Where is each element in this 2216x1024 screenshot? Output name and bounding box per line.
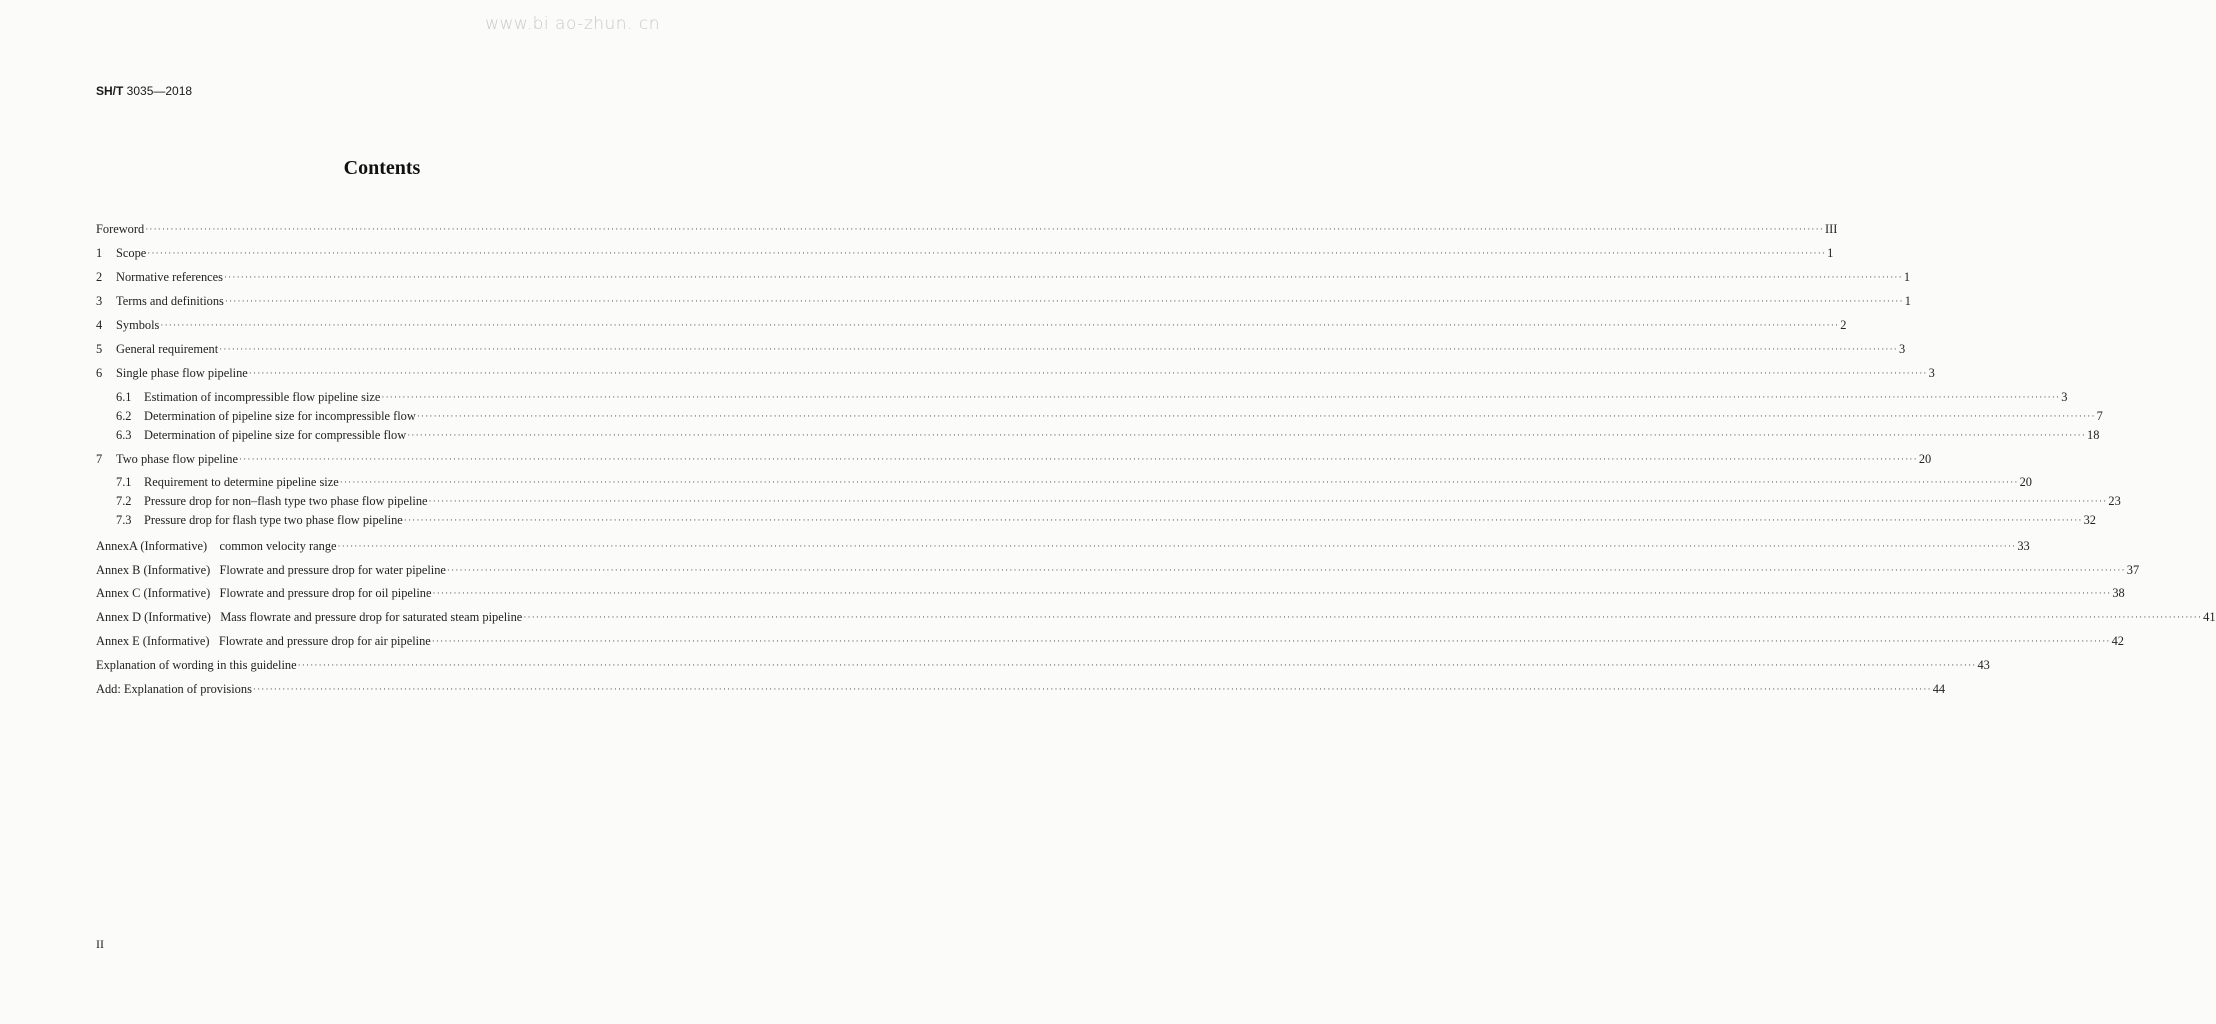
document-code-number: 3035—2018 [123, 84, 193, 98]
toc-entry-label: Symbols [116, 318, 160, 332]
toc-entry-label: Annex B (Informative) Flowrate and pressure drop for water pipeline [96, 563, 446, 577]
toc-leader-dots: ················································································································································································································································································································································································································ [339, 477, 2019, 487]
toc-entry[interactable] [96, 586, 2125, 601]
toc-entry-label: Annex D (Informative) Mass flowrate and pressure drop for saturated steam pipeline [96, 610, 523, 624]
toc-leader-dots: ················································································································································································································································································································································································································ [432, 588, 2112, 598]
toc-entry[interactable] [96, 513, 2096, 528]
toc-entry[interactable] [96, 294, 1911, 309]
toc-entry-page: 1 [1903, 270, 1911, 284]
toc-leader-dots: ················································································································································································································································································································································································································ [145, 224, 1825, 234]
toc-leader-dots: ················································································································································································································································································································································································································ [160, 320, 1840, 330]
toc-entry-label: Estimation of incompressible flow pipeline size [144, 390, 381, 404]
toc-entry-page: 3 [1928, 366, 1935, 380]
toc-leader-dots: ················································································································································································································································································································································································································ [431, 636, 2111, 646]
toc-entry-page: 43 [1977, 658, 1990, 672]
toc-entry-page: 1 [1827, 246, 1834, 260]
toc-entry[interactable] [96, 610, 2216, 625]
toc-entry[interactable] [96, 539, 2030, 554]
toc-leader-dots: ················································································································································································································································································································································································································ [252, 684, 1932, 694]
toc-entry[interactable] [96, 563, 2140, 578]
toc-entry-page: 3 [1899, 342, 1906, 356]
toc-entry-number: 7.2 [116, 494, 132, 508]
toc-entry-label: Pressure drop for flash type two phase flow pipeline [144, 513, 403, 527]
toc-entry[interactable] [96, 475, 2032, 490]
toc-entry-label: General requirement [116, 342, 219, 356]
toc-entry-label: Terms and definitions [116, 294, 224, 308]
toc-entry-page: 3 [2061, 390, 2068, 404]
toc-entry-page: 1 [1904, 294, 1911, 308]
toc-entry-label: Two phase flow pipeline [116, 452, 238, 466]
toc-entry[interactable] [96, 222, 1838, 237]
toc-entry-page: 32 [2083, 513, 2096, 527]
toc-entry[interactable] [96, 409, 2103, 424]
toc-entry-number: 5 [96, 342, 103, 356]
toc-leader-dots: ················································································································································································································································································································································································································ [219, 344, 1898, 354]
toc-entry[interactable] [96, 428, 2100, 443]
document-code-prefix: SH/T [96, 84, 124, 98]
toc-leader-dots: ················································································································································································································································································································································································································ [238, 454, 1918, 464]
toc-leader-dots: ················································································································································································································································································································································································································ [224, 296, 1904, 306]
toc-entry-number: 6.3 [116, 428, 132, 442]
toc-entry-page: III [1825, 222, 1838, 236]
toc-entry[interactable] [96, 366, 1935, 381]
toc-entry-number: 3 [96, 294, 103, 308]
toc-entry-page: 2 [1840, 318, 1847, 332]
toc-entry-label: Single phase flow pipeline [116, 366, 248, 380]
toc-entry-label: Scope [116, 246, 147, 260]
page-title: Contents [343, 157, 421, 179]
toc-leader-dots: ················································································································································································································································································································································································································ [523, 612, 2203, 622]
toc-entry-label: Requirement to determine pipeline size [144, 475, 339, 489]
toc-entry-page: 18 [2087, 428, 2100, 442]
toc-leader-dots: ················································································································································································································································································································································································································ [446, 565, 2126, 575]
toc-entry[interactable] [96, 342, 1906, 357]
toc-entry-label: Annex C (Informative) Flowrate and pressure drop for oil pipeline [96, 586, 432, 600]
toc-entry-number: 6.1 [116, 390, 132, 404]
toc-leader-dots: ················································································································································································································································································································································································································ [407, 430, 2087, 440]
toc-entry[interactable] [96, 682, 1946, 697]
toc-entry[interactable] [96, 658, 1990, 673]
toc-entry-page: 38 [2112, 586, 2125, 600]
toc-leader-dots: ················································································································································································································································································································································································································ [416, 411, 2096, 421]
toc-entry-page: 23 [2108, 494, 2121, 508]
toc-entry[interactable] [96, 390, 2068, 405]
toc-leader-dots: ················································································································································································································································································································································································································ [147, 248, 1827, 258]
toc-leader-dots: ················································································································································································································································································································································································································ [403, 515, 2083, 525]
toc-entry-page: 7 [2096, 409, 2103, 423]
page-number: II [96, 937, 104, 951]
toc-entry-page: 42 [2111, 634, 2124, 648]
toc-entry-label: Pressure drop for non–flash type two phase flow pipeline [144, 494, 428, 508]
toc-entry-page: 33 [2017, 539, 2030, 553]
toc-entry-label: Determination of pipeline size for incompressible flow [144, 409, 416, 423]
watermark: www.bi ao-zhun. cn [485, 14, 660, 34]
toc-entry-label: Annex E (Informative) Flowrate and pressure drop for air pipeline [96, 634, 431, 648]
toc-entry-page: 20 [1918, 452, 1932, 466]
toc-entry-number: 7.3 [116, 513, 132, 527]
toc-entry-number: 6 [96, 366, 103, 380]
toc-entry[interactable] [96, 270, 1911, 285]
document-code [96, 84, 192, 98]
toc-entry-number: 1 [96, 246, 103, 260]
toc-entry[interactable] [96, 634, 2124, 649]
toc-entry-page: 44 [1932, 682, 1946, 696]
toc-entry[interactable] [96, 452, 1932, 467]
toc-entry-label: Determination of pipeline size for compressible flow [144, 428, 407, 442]
toc-leader-dots: ················································································································································································································································································································································································································ [297, 660, 1977, 670]
toc-entry[interactable] [96, 494, 2121, 509]
toc-entry-number: 2 [96, 270, 103, 284]
toc-leader-dots: ················································································································································································································································································································································································································ [337, 541, 2017, 551]
toc-entry-label: AnnexA (Informative) common velocity range [96, 539, 337, 553]
toc-entry-label: Normative references [116, 270, 223, 284]
toc-leader-dots: ················································································································································································································································································································································································································ [248, 368, 1928, 378]
toc-entry-number: 7 [96, 452, 103, 466]
toc-leader-dots: ················································································································································································································································································································································································································ [428, 496, 2108, 506]
toc-entry[interactable] [96, 318, 1847, 333]
toc-entry-page: 20 [2019, 475, 2032, 489]
toc-entry-page: 37 [2126, 563, 2140, 577]
toc-leader-dots: ················································································································································································································································································································································································································ [223, 272, 1903, 282]
toc-entry[interactable] [96, 246, 1834, 261]
toc-entry-page: 41 [2203, 610, 2216, 624]
toc-entry-label: Add: Explanation of provisions [96, 682, 252, 696]
toc-leader-dots: ················································································································································································································································································································································································································ [381, 392, 2061, 402]
toc-entry-label: Explanation of wording in this guideline [96, 658, 297, 672]
toc-entry-number: 4 [96, 318, 103, 332]
toc-entry-number: 7.1 [116, 475, 132, 489]
toc-entry-label: Foreword [96, 222, 145, 236]
toc-entry-number: 6.2 [116, 409, 132, 423]
